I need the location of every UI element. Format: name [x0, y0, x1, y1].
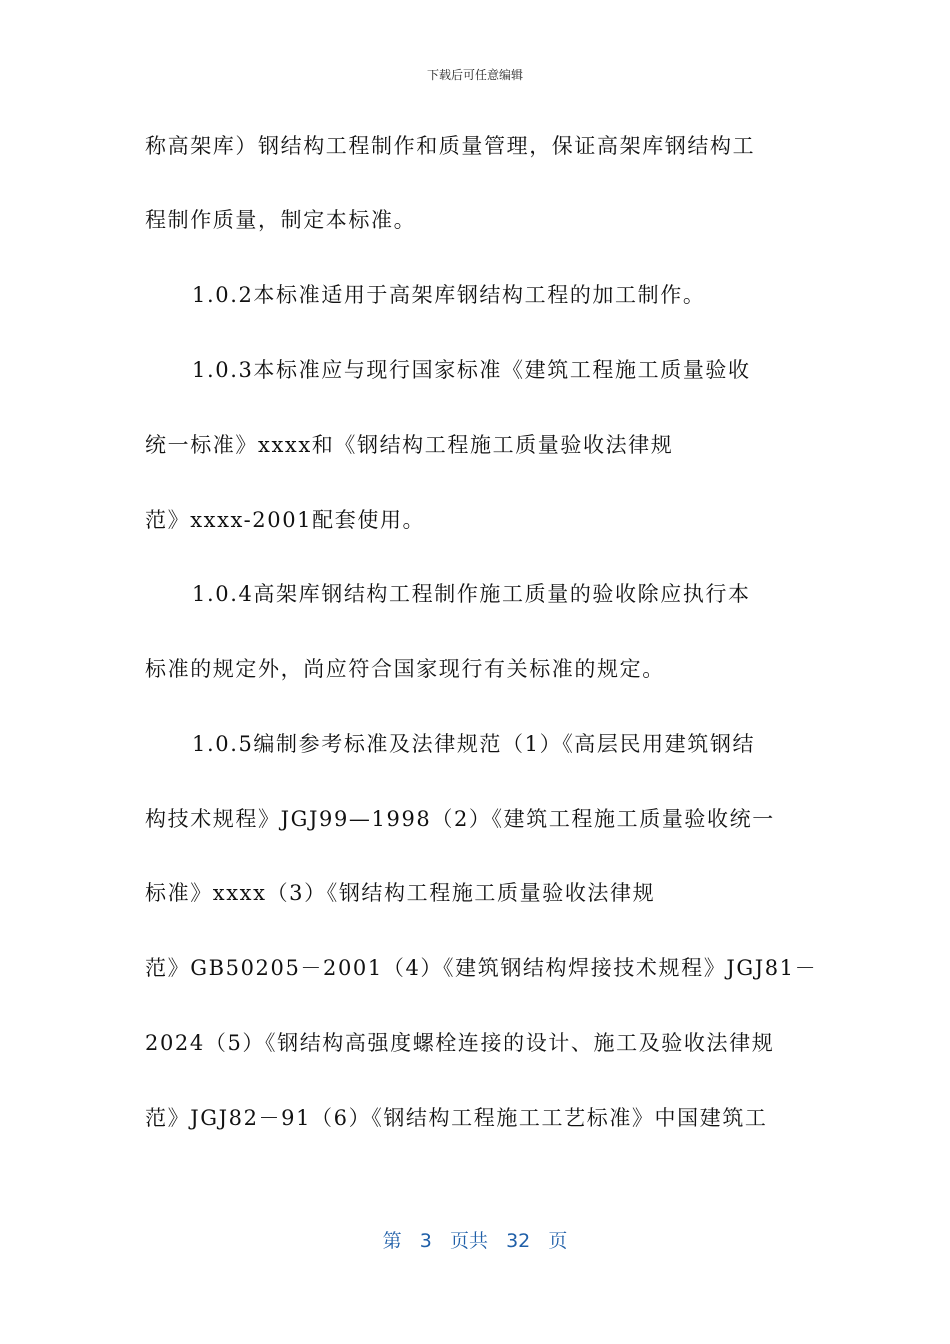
page-header-note: 下载后可任意编辑	[426, 68, 523, 82]
clause-1-0-2: 1.0.2本标准适用于高架库钢结构工程的加工制作。	[192, 283, 706, 307]
body-line: 标准的规定外，尚应符合国家现行有关标准的规定。	[145, 657, 665, 681]
body-line: 称高架库）钢结构工程制作和质量管理，保证高架库钢结构工	[145, 134, 756, 158]
body-line: 范》xxxx-2001配套使用。	[145, 508, 426, 532]
page-footer	[0, 1226, 950, 1253]
footer-middle: 页共	[449, 1230, 488, 1252]
footer-total-pages: 32	[506, 1230, 531, 1252]
footer-prefix: 第	[382, 1230, 402, 1252]
body-line: 标准》xxxx（3）《钢结构工程施工质量验收法律规	[145, 881, 656, 905]
body-line: 范》JGJ82－91（6）《钢结构工程施工工艺标准》中国建筑工	[145, 1106, 768, 1130]
body-line: 统一标准》xxxx和《钢结构工程施工质量验收法律规	[145, 433, 674, 457]
footer-suffix: 页	[548, 1230, 568, 1252]
clause-1-0-3: 1.0.3本标准应与现行国家标准《建筑工程施工质量验收	[192, 358, 751, 382]
body-line: 程制作质量，制定本标准。	[145, 208, 417, 232]
footer-page-number: 3	[419, 1230, 432, 1252]
clause-1-0-5: 1.0.5编制参考标准及法律规范（1）《高层民用建筑钢结	[192, 732, 756, 756]
body-line: 2024（5）《钢结构高强度螺栓连接的设计、施工及验收法律规	[145, 1031, 775, 1055]
body-line: 范》GB50205－2001（4）《建筑钢结构焊接技术规程》JGJ81－	[145, 956, 818, 980]
body-line: 构技术规程》JGJ99—1998（2）《建筑工程施工质量验收统一	[145, 807, 775, 831]
clause-1-0-4: 1.0.4高架库钢结构工程制作施工质量的验收除应执行本	[192, 582, 751, 606]
